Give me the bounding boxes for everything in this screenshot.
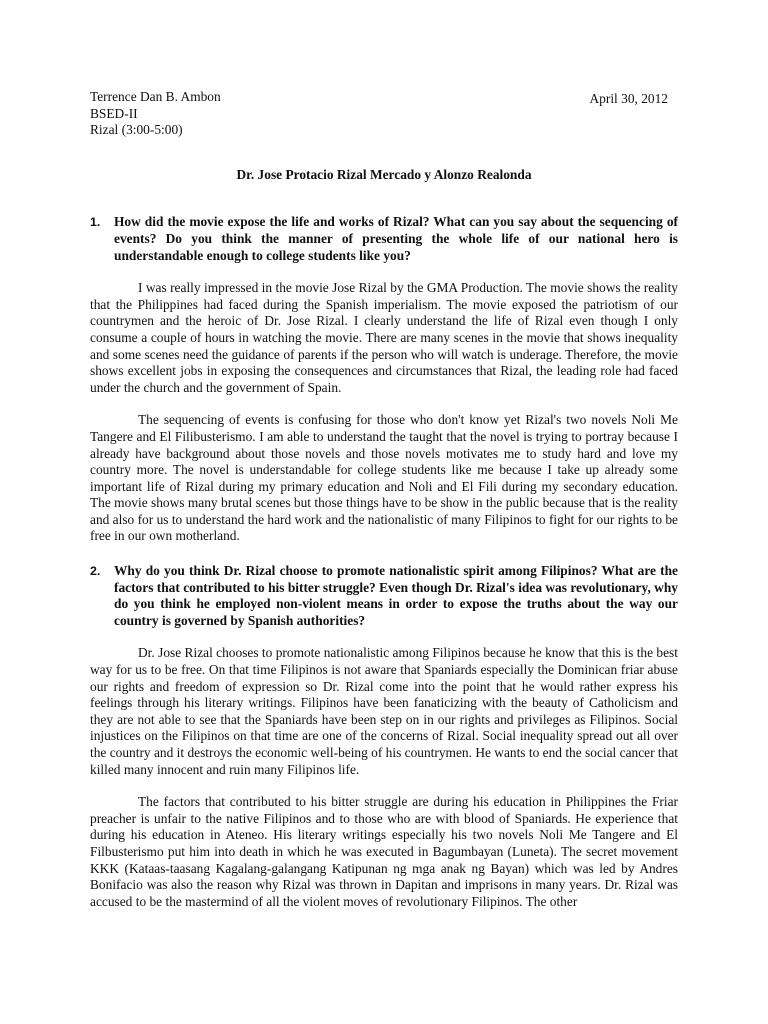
answer-paragraph: Dr. Jose Rizal chooses to promote nationalistic among Filipinos because he know that this is the best way for us to be free. On that time Filipinos is not aware that Spaniards especially the Dominican friar abuse our rights and freedom of expression so Dr. Rizal come into the point that he would rather express his feelings through his literary writings. Filipinos have been fanaticizing with the beauty of Catholicism and they are not able to see that the Spaniards have been step on in our rights and privileges as Filipinos. Social injustices on the Filipinos on that time are one of the concerns of Rizal. Social inequality spread out all over the country and it destroys the economic well-being of his countrymen. He wants to end the social cancer that killed many innocent and ruin many Filipinos life.	[90, 645, 678, 777]
author-block	[90, 89, 221, 139]
question-number: 1.	[90, 215, 101, 230]
question-text: Why do you think Dr. Rizal choose to promote nationalistic spirit among Filipinos? What are the factors that contributed to his bitter struggle? Even though Dr. Rizal's idea was revolutionary, why do you think he employed non-violent means in order to expose the truths about the way our country is governed by Spanish authorities?	[114, 563, 678, 628]
question-text: How did the movie expose the life and works of Rizal? What can you say about the sequencing of events? Do you think the manner of presenting the whole life of our national hero is understandable enough to college students like you?	[114, 214, 678, 263]
document-date: April 30, 2012	[589, 91, 668, 106]
question-1	[90, 214, 678, 264]
answer-paragraph: I was really impressed in the movie Jose Rizal by the GMA Production. The movie shows the reality that the Philippines had faced during the Spanish imperialism. The movie exposed the patriotism of our countrymen and the heroic of Dr. Jose Rizal. I clearly understand the life of Rizal even though I only consume a couple of hours in watching the movie. There are many scenes in the movie that shows inequality and some scenes need the guidance of parents if the person who will watch is underage. Therefore, the movie shows excellent jobs in exposing the consequences and circumstances that Rizal, the leading role had faced under the church and the government of Spain.	[90, 280, 678, 395]
document-page	[90, 89, 678, 910]
author-name: Terrence Dan B. Ambon	[90, 89, 221, 104]
course-year: BSED-II	[90, 105, 138, 121]
question-number: 2.	[90, 564, 101, 579]
subject-schedule: Rizal (3:00-5:00)	[90, 122, 183, 138]
document-header	[90, 89, 678, 139]
document-title: Dr. Jose Protacio Rizal Mercado y Alonzo Realonda	[236, 166, 532, 182]
question-2	[90, 563, 678, 629]
answer-paragraph: The factors that contributed to his bitter struggle are during his education in Philippines the Friar preacher is unfair to the native Filipinos and to those who are with blood of Spaniards. He experience that during his education in Ateneo. His literary writings especially his two novels Noli Me Tangere and El Filbusterismo put him into death in which he was executed in Bagumbayan (Luneta). The secret movement KKK (Kataas-taasang Kagalang-galangang Katipunan ng mga anak ng Bayan) which was led by Andres Bonifacio was also the reason why Rizal was thrown in Dapitan and imprisons in many years. Dr. Rizal was accused to be the mastermind of all the violent moves of revolutionary Filipinos. The other	[90, 794, 678, 909]
answer-paragraph: The sequencing of events is confusing for those who don't know yet Rizal's two novels Noli Me Tangere and El Filibusterismo. I am able to understand the taught that the novel is trying to portray because I already have background about those novels and those novels motivates me to study hard and love my country more. The novel is understandable for college students like me because I take up already some important life of Rizal during my primary education and Noli and El Fili during my secondary education. The movie shows many brutal scenes but those things have to be show in the public because that is the reality and also for us to understand the hard work and the nationalistic of many Filipinos to fight for our rights to be free in our own motherland.	[90, 412, 678, 544]
